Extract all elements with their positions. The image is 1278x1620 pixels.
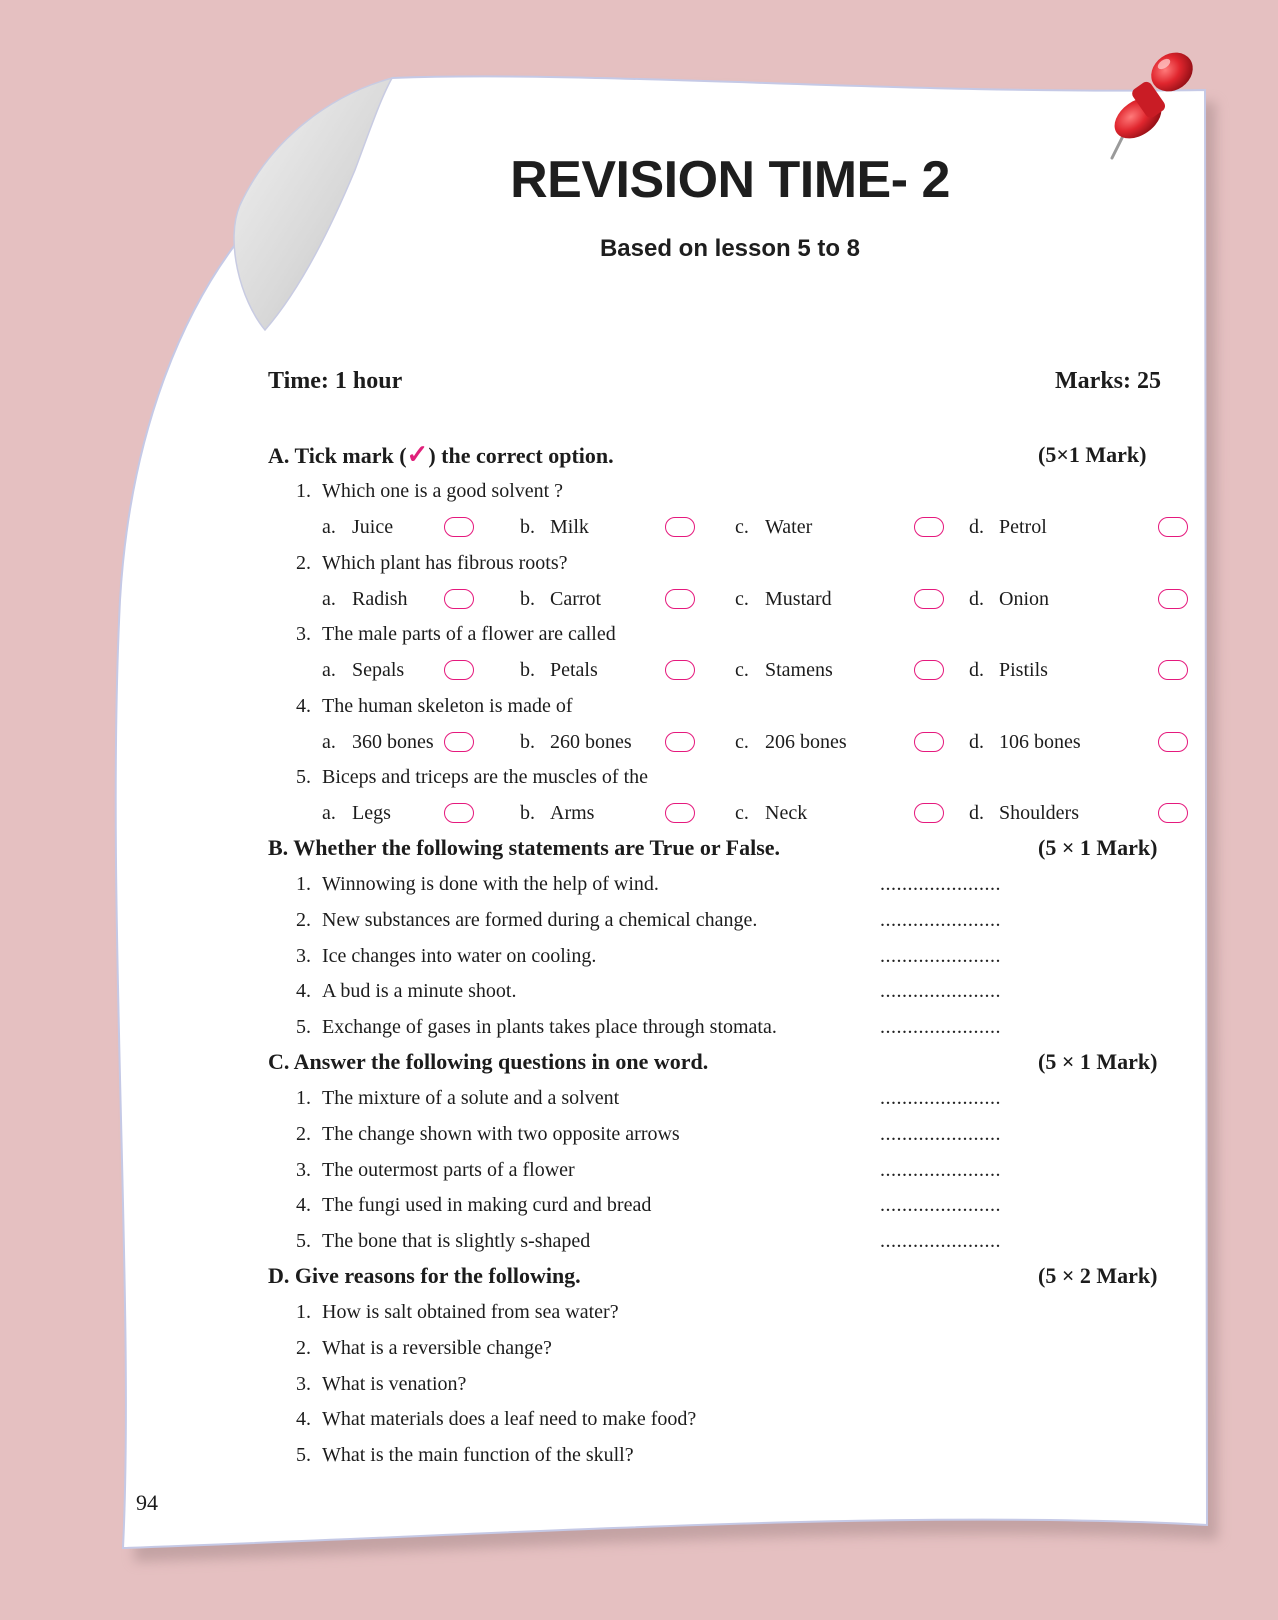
- option-b: [520, 655, 598, 685]
- item-number: 5.: [296, 1230, 311, 1253]
- time-label: Time: 1 hour: [268, 368, 403, 394]
- option-letter: b.: [520, 802, 535, 824]
- list-item: [296, 1333, 552, 1363]
- question-text: Biceps and triceps are the muscles of the: [322, 766, 648, 788]
- section-a-heading: [268, 440, 614, 471]
- option-text: Mustard: [765, 587, 832, 610]
- list-item: [296, 1155, 575, 1185]
- question-number: 5.: [296, 766, 311, 788]
- option-d: [969, 798, 1079, 828]
- option-letter: a.: [322, 587, 336, 610]
- option-text: Juice: [352, 516, 394, 538]
- option-b: [520, 727, 632, 757]
- answer-oval[interactable]: [1158, 732, 1188, 752]
- option-text: Arms: [550, 802, 595, 824]
- option-text: Pistils: [999, 659, 1048, 681]
- option-letter: a.: [322, 730, 336, 753]
- page-number: 94: [136, 1490, 158, 1515]
- option-text: 106 bones: [999, 730, 1081, 753]
- list-item: [296, 905, 757, 935]
- answer-oval[interactable]: [914, 803, 944, 823]
- list-item: [296, 1440, 634, 1470]
- item-text: How is salt obtained from sea water?: [322, 1301, 619, 1323]
- option-letter: b.: [520, 730, 535, 753]
- item-text: The change shown with two opposite arrows: [322, 1122, 680, 1145]
- option-letter: d.: [969, 730, 984, 753]
- list-item: [296, 1369, 466, 1399]
- answer-oval[interactable]: [914, 732, 944, 752]
- option-d: [969, 655, 1048, 685]
- question-number: 1.: [296, 480, 311, 502]
- question-number: 2.: [296, 551, 311, 574]
- section-a-marks: (5×1 Mark): [1038, 442, 1147, 467]
- list-item: [296, 1083, 619, 1113]
- question-row: [296, 476, 563, 506]
- option-letter: a.: [322, 802, 336, 824]
- option-letter: b.: [520, 516, 535, 538]
- answer-oval[interactable]: [665, 732, 695, 752]
- item-number: 2.: [296, 1336, 311, 1359]
- option-letter: c.: [735, 730, 749, 753]
- option-a: [322, 512, 393, 542]
- option-letter: d.: [969, 659, 984, 681]
- answer-oval[interactable]: [665, 660, 695, 680]
- tick-mark-icon: ✓: [406, 440, 429, 469]
- item-number: 1.: [296, 1087, 311, 1109]
- option-b: [520, 584, 601, 614]
- item-text: What materials does a leaf need to make food?: [322, 1408, 697, 1431]
- section-b-marks: (5 × 1 Mark): [1038, 835, 1158, 860]
- item-text: What is venation?: [322, 1372, 467, 1395]
- section-d-heading: D. Give reasons for the following.: [268, 1263, 581, 1288]
- item-number: 3.: [296, 1372, 311, 1395]
- option-text: 206 bones: [765, 730, 847, 753]
- option-letter: a.: [322, 516, 336, 538]
- answer-oval[interactable]: [665, 803, 695, 823]
- option-b: [520, 798, 594, 828]
- option-c: [735, 798, 807, 828]
- option-letter: d.: [969, 516, 984, 538]
- list-item: [296, 869, 659, 899]
- question-text: The male parts of a flower are called: [322, 623, 616, 645]
- answer-line[interactable]: ......................: [880, 1122, 1001, 1145]
- answer-oval[interactable]: [665, 589, 695, 609]
- item-number: 3.: [296, 1158, 311, 1181]
- list-item: [296, 941, 596, 971]
- item-number: 4.: [296, 1194, 311, 1217]
- option-text: Milk: [550, 516, 589, 538]
- answer-line[interactable]: ......................: [880, 980, 1001, 1003]
- option-letter: c.: [735, 659, 749, 681]
- option-c: [735, 512, 812, 542]
- answer-oval[interactable]: [914, 660, 944, 680]
- answer-line[interactable]: ......................: [880, 873, 1001, 895]
- item-text: A bud is a minute shoot.: [322, 980, 517, 1003]
- option-text: Water: [765, 516, 813, 538]
- item-text: The mixture of a solute and a solvent: [322, 1087, 620, 1109]
- question-number: 4.: [296, 694, 311, 717]
- answer-oval[interactable]: [914, 589, 944, 609]
- answer-line[interactable]: ......................: [880, 908, 1001, 931]
- section-a-label-start: A. Tick mark (: [268, 443, 407, 468]
- option-text: Carrot: [550, 587, 602, 610]
- option-text: Petals: [550, 659, 598, 681]
- option-d: [969, 512, 1047, 542]
- option-d: [969, 727, 1081, 757]
- item-number: 1.: [296, 1301, 311, 1323]
- option-text: Stamens: [765, 659, 833, 681]
- answer-oval[interactable]: [1158, 589, 1188, 609]
- option-letter: c.: [735, 587, 749, 610]
- item-text: Exchange of gases in plants takes place through stomata.: [322, 1016, 777, 1039]
- answer-oval[interactable]: [665, 517, 695, 537]
- option-text: Shoulders: [999, 802, 1079, 824]
- answer-oval[interactable]: [444, 732, 474, 752]
- option-letter: a.: [322, 659, 336, 681]
- question-text: The human skeleton is made of: [322, 694, 573, 717]
- option-text: Radish: [352, 587, 408, 610]
- page-title: REVISION TIME- 2: [510, 151, 950, 209]
- question-text: Which plant has fibrous roots?: [322, 551, 568, 574]
- question-row: [296, 762, 648, 792]
- page-subtitle: Based on lesson 5 to 8: [599, 235, 861, 262]
- list-item: [296, 976, 516, 1006]
- item-text: What is the main function of the skull?: [322, 1444, 634, 1467]
- item-number: 2.: [296, 1122, 311, 1145]
- option-text: Neck: [765, 802, 808, 824]
- option-text: 360 bones: [352, 730, 434, 753]
- option-letter: c.: [735, 516, 749, 538]
- item-number: 1.: [296, 873, 311, 895]
- answer-line[interactable]: ......................: [880, 1194, 1001, 1217]
- item-text: The fungi used in making curd and bread: [322, 1194, 652, 1217]
- section-d-marks: (5 × 2 Mark): [1038, 1263, 1158, 1288]
- answer-oval[interactable]: [444, 660, 474, 680]
- question-row: [296, 619, 616, 649]
- option-text: Onion: [999, 587, 1049, 610]
- option-a: [322, 584, 408, 614]
- option-text: Sepals: [352, 659, 405, 681]
- answer-oval[interactable]: [1158, 517, 1188, 537]
- question-row: [296, 548, 568, 578]
- item-number: 3.: [296, 944, 311, 967]
- answer-line[interactable]: ......................: [880, 1158, 1001, 1181]
- answer-oval[interactable]: [1158, 803, 1188, 823]
- list-item: [296, 1297, 619, 1327]
- question-row: [296, 691, 573, 721]
- item-number: 4.: [296, 980, 311, 1003]
- option-c: [735, 584, 832, 614]
- answer-line[interactable]: ......................: [880, 1230, 1001, 1253]
- question-text: Which one is a good solvent ?: [322, 480, 564, 502]
- item-text: Winnowing is done with the help of wind.: [322, 873, 659, 895]
- item-text: What is a reversible change?: [322, 1336, 552, 1359]
- answer-line[interactable]: ......................: [880, 1087, 1001, 1109]
- list-item: [296, 1119, 680, 1149]
- option-c: [735, 727, 847, 757]
- list-item: [296, 1190, 651, 1220]
- list-item: [296, 1226, 590, 1256]
- answer-oval[interactable]: [1158, 660, 1188, 680]
- option-letter: b.: [520, 659, 535, 681]
- section-a-label-end: ) the correct option.: [428, 443, 614, 468]
- option-a: [322, 798, 391, 828]
- answer-line[interactable]: ......................: [880, 1016, 1001, 1039]
- item-text: New substances are formed during a chemical change.: [322, 908, 758, 931]
- item-number: 5.: [296, 1016, 311, 1039]
- item-text: The outermost parts of a flower: [322, 1158, 575, 1181]
- section-b-heading: B. Whether the following statements are True or False.: [268, 835, 781, 860]
- item-number: 2.: [296, 908, 311, 931]
- item-text: The bone that is slightly s-shaped: [322, 1230, 591, 1253]
- option-text: Legs: [352, 802, 391, 824]
- item-number: 5.: [296, 1444, 311, 1467]
- option-a: [322, 655, 404, 685]
- answer-oval[interactable]: [444, 589, 474, 609]
- question-number: 3.: [296, 623, 311, 645]
- list-item: [296, 1404, 696, 1434]
- option-text: 260 bones: [550, 730, 632, 753]
- option-letter: d.: [969, 587, 984, 610]
- option-letter: b.: [520, 587, 535, 610]
- answer-oval[interactable]: [444, 803, 474, 823]
- option-letter: c.: [735, 802, 749, 824]
- option-b: [520, 512, 589, 542]
- option-a: [322, 727, 434, 757]
- option-text: Petrol: [999, 516, 1047, 538]
- section-c-heading: C. Answer the following questions in one word.: [268, 1049, 709, 1074]
- item-text: Ice changes into water on cooling.: [322, 944, 597, 967]
- option-d: [969, 584, 1049, 614]
- answer-line[interactable]: ......................: [880, 944, 1001, 967]
- option-c: [735, 655, 833, 685]
- section-c-marks: (5 × 1 Mark): [1038, 1049, 1158, 1074]
- list-item: [296, 1012, 777, 1042]
- answer-oval[interactable]: [444, 517, 474, 537]
- marks-label: Marks: 25: [1055, 368, 1161, 394]
- item-number: 4.: [296, 1408, 311, 1431]
- option-letter: d.: [969, 802, 984, 824]
- answer-oval[interactable]: [914, 517, 944, 537]
